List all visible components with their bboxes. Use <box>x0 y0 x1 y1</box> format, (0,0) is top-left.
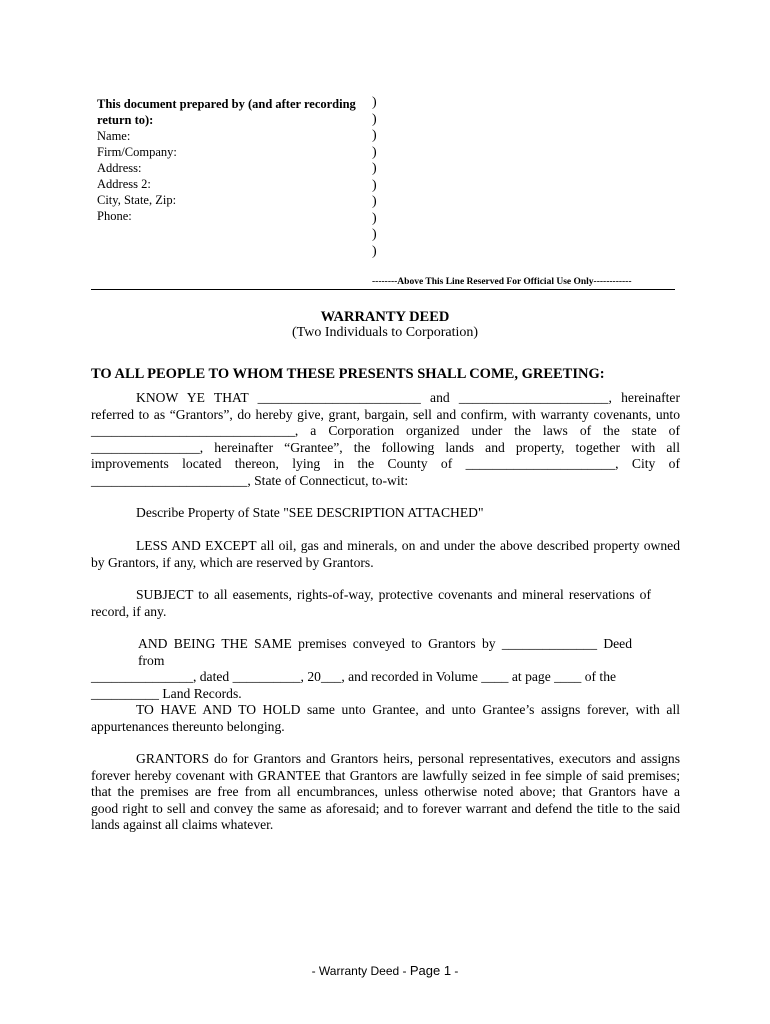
prepared-by-line-1: This document prepared by (and after recording <box>97 97 356 111</box>
paren: ) <box>372 144 377 160</box>
paren: ) <box>372 194 377 209</box>
text-line: that the premises are free from all encumbrances, unless otherwise noted above; that Grantors have a <box>91 784 680 799</box>
field-address-label: Address: <box>97 161 142 175</box>
prepared-by-label <box>97 96 356 128</box>
field-name-label: Name: <box>97 129 131 143</box>
prepared-by-line-2: return to): <box>97 113 154 127</box>
text-line: appurtenances thereunto belonging. <box>91 718 285 734</box>
paren: ) <box>372 243 377 259</box>
footer-suffix: - <box>451 964 459 978</box>
paren: ) <box>372 161 377 176</box>
paragraph-being-same <box>91 636 632 702</box>
text-line: ______________________________, a Corporation organized under the laws of the state of <box>91 423 680 438</box>
text-line: KNOW YE THAT ________________________ and ______________________, hereinafter <box>136 390 680 405</box>
paren: ) <box>372 227 377 242</box>
text-line: good right to sell and convey the same as aforesaid; and to forever warrant and defend the title to the said <box>91 800 680 816</box>
document-title: WARRANTY DEED <box>320 309 450 325</box>
text-line: lands against all claims whatever. <box>91 817 274 832</box>
recording-divider <box>91 289 675 290</box>
paragraph-less-and-except <box>91 538 680 571</box>
footer-prefix: - Warranty Deed - <box>311 964 410 978</box>
text-line: TO HAVE AND TO HOLD same unto Grantee, and unto Grantee’s assigns forever, with all <box>136 702 680 717</box>
greeting-heading: TO ALL PEOPLE TO WHOM THESE PRESENTS SHALL COME, GREETING: <box>91 366 605 382</box>
text-line: GRANTORS do for Grantors and Grantors heirs, personal representatives, executors and assigns <box>136 751 680 766</box>
paragraph-covenants <box>91 751 680 834</box>
text-line: referred to as “Grantors”, do hereby give, grant, bargain, sell and confirm, with warranty covenants, unto <box>91 406 680 422</box>
field-phone-label: Phone: <box>97 209 132 223</box>
text-line: _______________________, State of Connecticut, to-wit: <box>91 472 409 488</box>
page-footer <box>0 963 770 978</box>
text-line: SUBJECT to all easements, rights-of-way, protective covenants and mineral reservations of <box>136 587 651 602</box>
text-line: LESS AND EXCEPT all oil, gas and minerals, on and under the above described property owned <box>136 538 680 553</box>
paren: ) <box>372 128 377 143</box>
field-address2-label: Address 2: <box>97 177 151 191</box>
field-firm-label: Firm/Company: <box>97 145 177 159</box>
paren: ) <box>372 95 377 110</box>
paragraph-describe: Describe Property of State "SEE DESCRIPTION ATTACHED" <box>136 505 484 520</box>
paren: ) <box>372 111 377 127</box>
text-line: record, if any. <box>91 603 167 619</box>
text-line: forever hereby covenant with GRANTEE that Grantors are lawfully seized in fee simple of said premises; <box>91 767 680 783</box>
text-line: _______________, dated __________, 20___, and recorded in Volume ____ at page ____ of the <box>91 669 617 684</box>
official-use-line: --------Above This Line Reserved For Official Use Only------------ <box>372 277 632 287</box>
text-line: AND BEING THE SAME premises conveyed to Grantors by ______________ Deed from <box>138 636 632 668</box>
text-line: improvements located thereon, lying in the County of ______________________, City of <box>91 456 680 471</box>
bracket-column <box>372 95 377 260</box>
paren: ) <box>372 210 377 226</box>
text-line: by Grantors, if any, which are reserved by Grantors. <box>91 554 374 570</box>
paragraph-habendum <box>91 702 680 735</box>
field-city-state-zip-label: City, State, Zip: <box>97 193 177 207</box>
text-line: __________ Land Records. <box>91 685 242 701</box>
page-number: Page 1 <box>409 963 452 978</box>
document-subtitle: (Two Individuals to Corporation) <box>291 325 479 340</box>
return-address-fields <box>97 128 177 224</box>
text-line: ________________, hereinafter “Grantee”, the following lands and property, together with all <box>91 439 680 455</box>
paragraph-subject-to <box>91 587 651 620</box>
paragraph-know-ye <box>91 390 680 489</box>
paren: ) <box>372 177 377 193</box>
